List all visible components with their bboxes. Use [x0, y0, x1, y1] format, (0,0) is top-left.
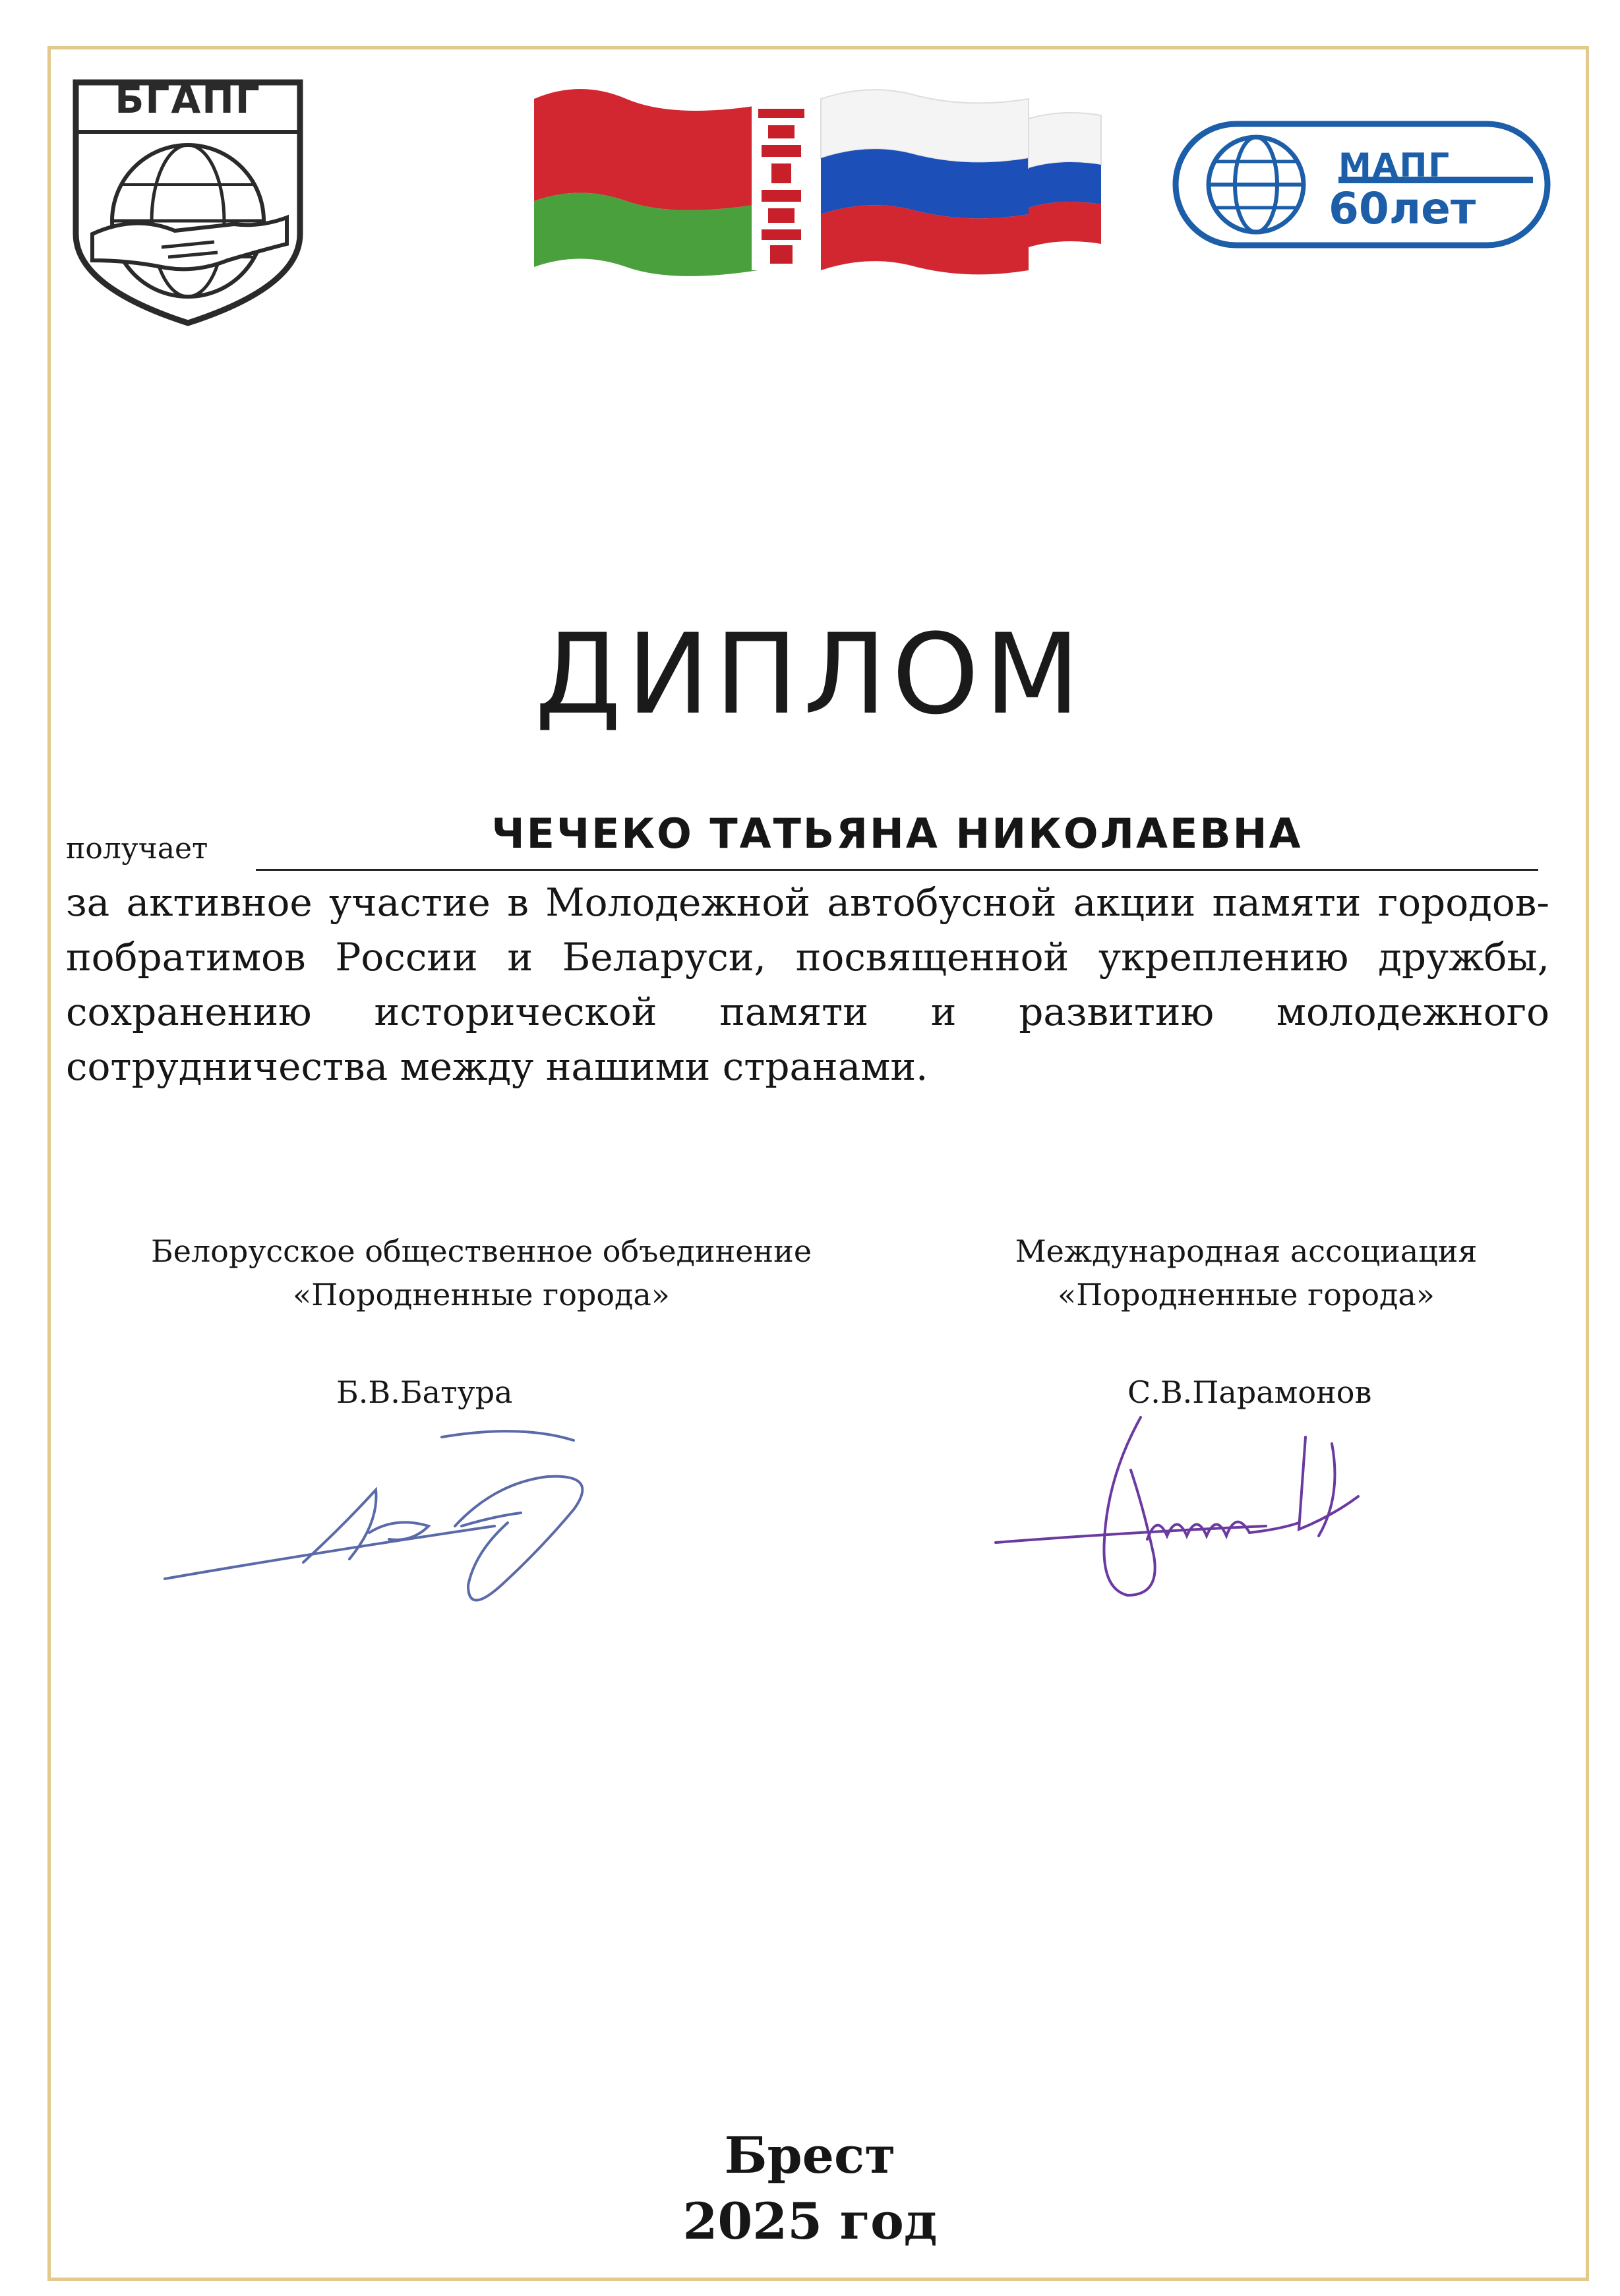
bgapg-logo: [63, 69, 313, 330]
diploma-title: ДИПЛОМ: [535, 610, 1085, 739]
diploma-border: [47, 46, 1589, 2281]
left-signature-icon: [152, 1411, 745, 1628]
russia-flag-icon: [821, 90, 1101, 274]
right-org-line2: «Породненные города»: [1058, 1277, 1435, 1312]
left-issuer-organization: [63, 1229, 900, 1316]
flags-icon: [521, 73, 1114, 307]
right-signer-name: С.В.Парамонов: [1127, 1374, 1372, 1410]
flags-belarus-russia: [521, 73, 1114, 307]
award-reason: за активное участие в Молодежной автобусной акции памяти городов-побратимов России и Беларуси, посвященной укреплению дружбы, сохранению исторической памяти и развитию молодежного сотрудничества между нашими странами.: [66, 880, 1549, 1089]
right-org-line1: Международная ассоциация: [1015, 1233, 1478, 1269]
left-org-line1: Белорусское общественное объединение: [150, 1233, 812, 1269]
issue-city: Брест: [724, 2126, 896, 2185]
left-signer-name: Б.В.Батура: [336, 1374, 513, 1410]
bgapg-abbreviation: БГАПГ: [115, 77, 261, 122]
belarus-flag-icon: [534, 89, 811, 276]
recipient-name: ЧЕЧЕКО ТАТЬЯНА НИКОЛАЕВНА: [491, 809, 1303, 858]
mapg-abbreviation: МАПГ: [1338, 146, 1451, 185]
issue-year: 2025 год: [682, 2192, 938, 2251]
left-org-line2: «Породненные города»: [293, 1277, 670, 1312]
right-issuer-organization: [949, 1229, 1543, 1316]
mapg-logo: [1170, 119, 1553, 250]
mapg-anniversary: 60лет: [1329, 183, 1476, 234]
receives-label: получает: [66, 832, 208, 866]
right-signature-icon: [989, 1398, 1437, 1622]
name-underline: [256, 869, 1538, 871]
